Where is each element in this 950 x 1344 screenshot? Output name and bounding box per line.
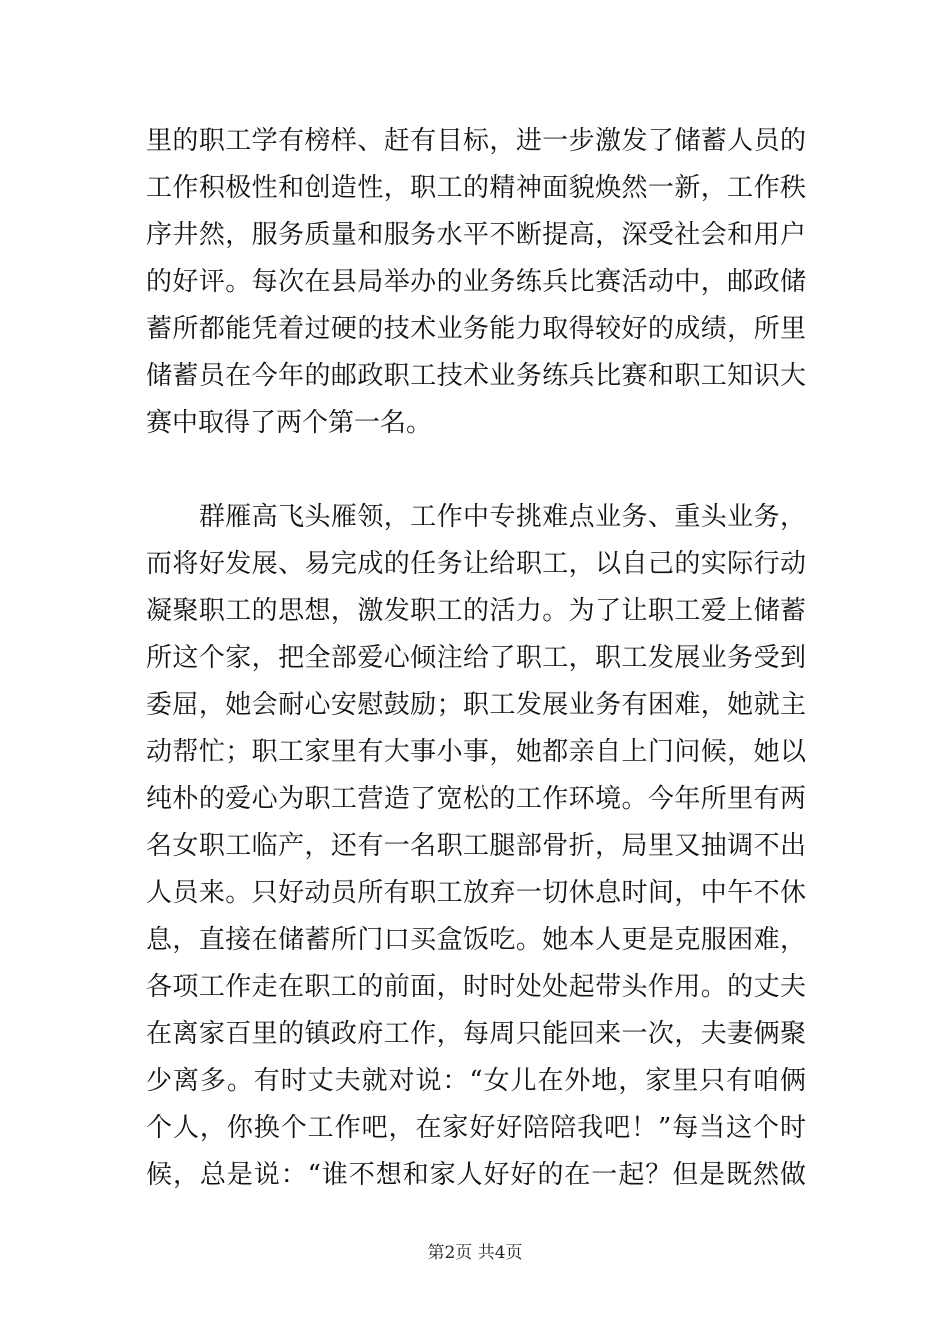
- text-line: 息，直接在储蓄所门口买盒饭吃。她本人更是克服困难，: [146, 925, 806, 955]
- text-line: 序井然，服务质量和服务水平不断提高，深受社会和用户: [146, 220, 806, 250]
- text-line: 赛中取得了两个第一名。: [146, 408, 433, 438]
- text-line: 工作积极性和创造性，职工的精神面貌焕然一新，工作秩: [146, 173, 806, 203]
- text-line: 人员来。只好动员所有职工放弃一切休息时间，中午不休: [146, 878, 806, 908]
- text-line: 少离多。有时丈夫就对说：“女儿在外地，家里只有咱俩: [146, 1066, 806, 1096]
- text-line: 在离家百里的镇政府工作，每周只能回来一次，夫妻俩聚: [146, 1019, 806, 1049]
- text-line: 群雁高飞头雁领，工作中专挑难点业务、重头业务，: [146, 502, 806, 532]
- text-line: 里的职工学有榜样、赶有目标，进一步激发了储蓄人员的: [146, 126, 806, 156]
- text-line: 储蓄员在今年的邮政职工技术业务练兵比赛和职工知识大: [146, 361, 806, 391]
- text-line: 个人，你换个工作吧，在家好好陪陪我吧！”每当这个时: [146, 1113, 806, 1143]
- text-line: 动帮忙；职工家里有大事小事，她都亲自上门问候，她以: [146, 737, 806, 767]
- text-line: 名女职工临产，还有一名职工腿部骨折，局里又抽调不出: [146, 831, 806, 861]
- text-line: 纯朴的爱心为职工营造了宽松的工作环境。今年所里有两: [146, 784, 806, 814]
- text-line: 委屈，她会耐心安慰鼓励；职工发展业务有困难，她就主: [146, 690, 806, 720]
- text-line: 各项工作走在职工的前面，时时处处起带头作用。的丈夫: [146, 972, 806, 1002]
- text-line: 所这个家，把全部爱心倾注给了职工，职工发展业务受到: [146, 643, 806, 673]
- text-line: 候，总是说：“谁不想和家人好好的在一起？但是既然做: [146, 1160, 806, 1190]
- text-line: 蓄所都能凭着过硬的技术业务能力取得较好的成绩，所里: [146, 314, 806, 344]
- page-number-footer: 第2页 共4页: [427, 1243, 523, 1263]
- text-line: 的好评。每次在县局举办的业务练兵比赛活动中，邮政储: [146, 267, 806, 297]
- text-line: 凝聚职工的思想，激发职工的活力。为了让职工爱上储蓄: [146, 596, 806, 626]
- text-line: 而将好发展、易完成的任务让给职工，以自己的实际行动: [146, 549, 806, 579]
